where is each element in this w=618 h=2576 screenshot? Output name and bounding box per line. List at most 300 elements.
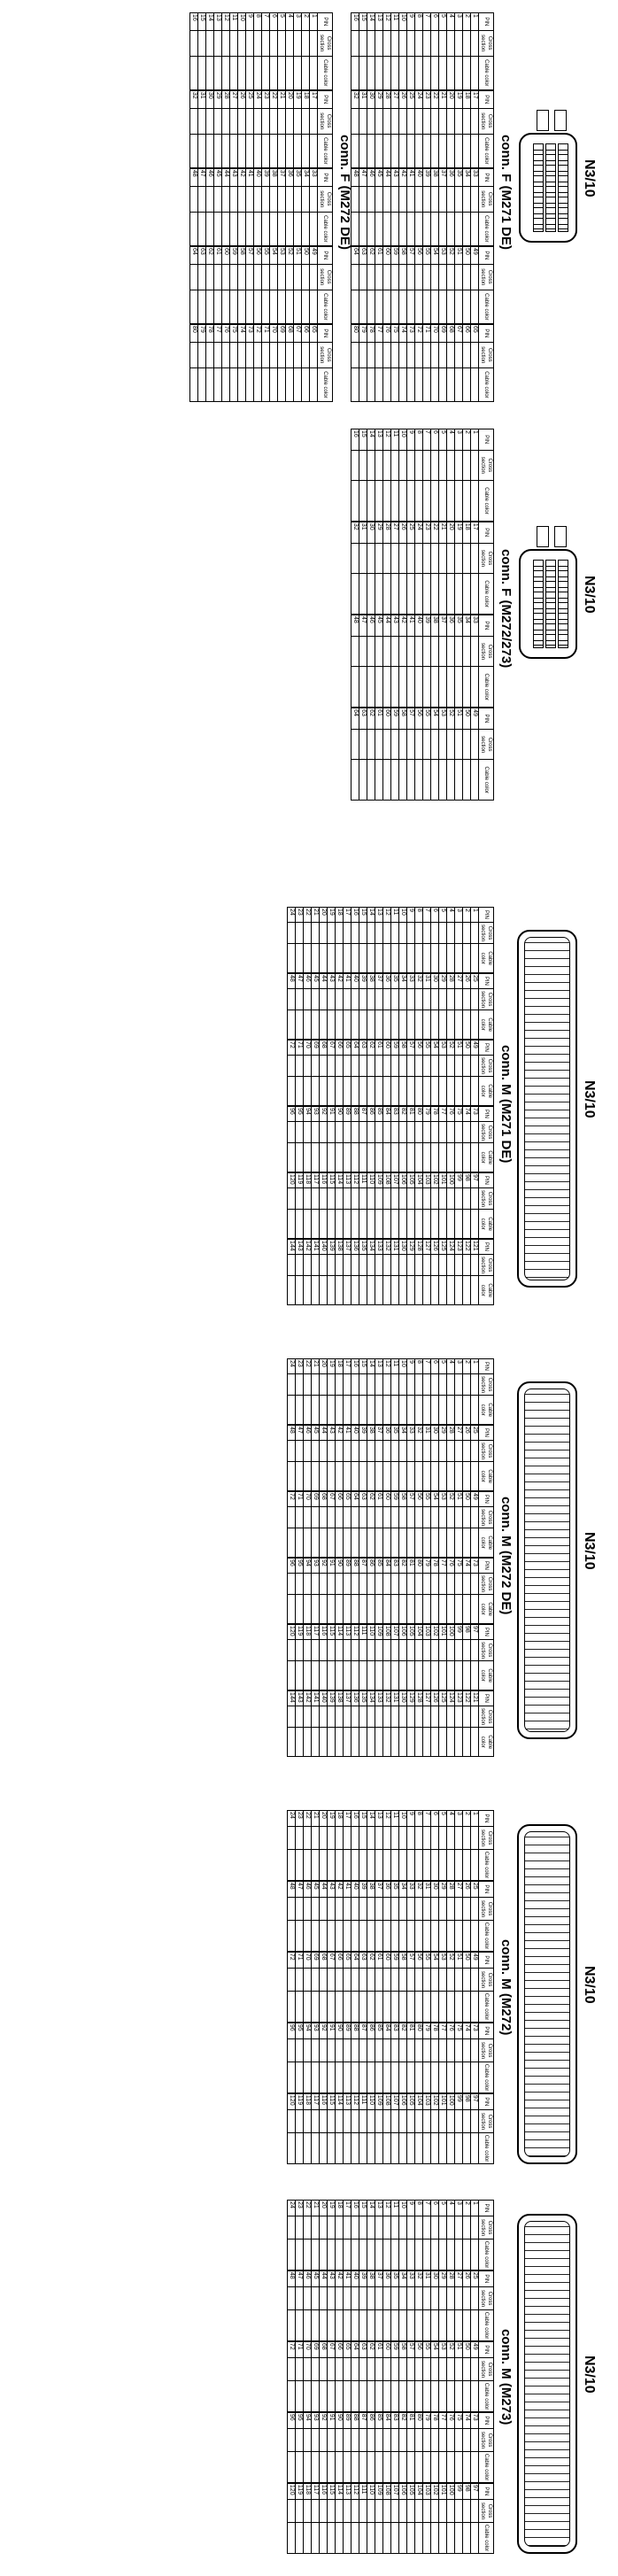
cable-color-cell: [320, 1143, 328, 1172]
cross-section-cell: [463, 1968, 471, 1991]
pin-cell: 47: [359, 168, 367, 186]
cable-color-cell: [471, 1077, 479, 1106]
cross-section-cell: [296, 1573, 304, 1595]
pin-cell: 98: [463, 1624, 471, 1639]
column-header-cross: Cross section: [318, 30, 333, 56]
cross-section-cell: [367, 342, 375, 367]
cross-section-cell: [206, 342, 214, 367]
pin-cell: 48: [288, 973, 296, 988]
pin-cell: 71: [423, 324, 431, 342]
pin-cell: 88: [351, 2023, 359, 2039]
cross-section-cell: [383, 1826, 391, 1849]
pin-cell: 132: [383, 1239, 391, 1254]
cable-color-cell: [351, 2062, 359, 2093]
pin-cell: 124: [447, 1239, 455, 1254]
cross-section-cell: [407, 2428, 415, 2451]
pin-cell: 103: [423, 1624, 431, 1639]
column-header-cross: Cross section: [479, 988, 494, 1010]
cross-section-cell: [455, 1055, 463, 1077]
cross-section-cell: [431, 1187, 439, 1210]
pin-cell: 14: [367, 1359, 375, 1374]
pin-table: [287, 1810, 494, 2164]
cross-section-cell: [455, 1121, 463, 1143]
cable-color-cell: [222, 212, 230, 246]
cable-color-cell: [471, 2381, 479, 2412]
cable-color-cell: [375, 1010, 383, 1040]
column-header-color: Cable color: [479, 1992, 494, 2023]
cross-section-cell: [423, 1706, 431, 1728]
cross-section-cell: [246, 186, 254, 212]
cable-color-cell: [463, 1992, 471, 2023]
pin-cell: 105: [407, 2093, 415, 2110]
cable-color-cell: [455, 1921, 463, 1952]
pin-cell: 90: [336, 2412, 344, 2429]
pin-cell: 71: [296, 2341, 304, 2358]
pin-cell: 82: [399, 1106, 407, 1121]
pin-cell: 22: [431, 522, 439, 543]
pin-cell: 80: [351, 324, 359, 342]
cross-section-cell: [383, 2499, 391, 2522]
cable-color-cell: [423, 2452, 431, 2483]
pin-cell: 38: [367, 1881, 375, 1898]
cable-color-cell: [463, 1210, 471, 1239]
cross-section-cell: [351, 1440, 359, 1462]
cross-section-cell: [431, 2216, 439, 2239]
cross-section-cell: [206, 30, 214, 56]
cable-color-cell: [296, 944, 304, 973]
column-header-pin: PIN: [479, 324, 494, 342]
pin-cell: 77: [214, 324, 222, 342]
cable-color-cell: [439, 760, 447, 801]
cross-section-cell: [367, 1706, 375, 1728]
cross-section-cell: [375, 1506, 383, 1528]
cable-color-cell: [296, 1010, 304, 1040]
cross-section-cell: [359, 1121, 367, 1143]
cable-color-cell: [423, 134, 431, 168]
cross-section-cell: [463, 1706, 471, 1728]
cable-color-cell: [383, 2133, 391, 2164]
cross-section-cell: [383, 1506, 391, 1528]
cross-section-cell: [351, 543, 359, 574]
cross-section-cell: [383, 1254, 391, 1276]
table-row: [328, 908, 336, 1305]
pin-cell: 80: [190, 324, 198, 342]
table-row: [399, 1811, 407, 2164]
cable-color-cell: [463, 944, 471, 973]
column-header-color: Cable color: [479, 367, 494, 401]
column-header-pin: PIN: [479, 908, 494, 923]
cable-color-cell: [439, 1850, 447, 1881]
pin-cell: 9: [407, 1811, 415, 1827]
cross-section-cell: [312, 1706, 320, 1728]
cross-section-cell: [447, 2357, 455, 2380]
cable-color-cell: [320, 2381, 328, 2412]
pin-cell: 53: [439, 2341, 447, 2358]
cross-section-cell: [471, 729, 479, 760]
pin-cell: 59: [391, 246, 399, 264]
cross-section-cell: [320, 1506, 328, 1528]
cross-section-cell: [439, 1187, 447, 1210]
pin-cell: 94: [304, 1106, 312, 1121]
pin-cell: 63: [359, 1491, 367, 1506]
cable-color-cell: [415, 1528, 423, 1558]
pin-cell: 54: [431, 246, 439, 264]
table-row: [359, 908, 367, 1305]
column-header-pin: PIN: [479, 1624, 494, 1639]
cross-section-cell: [190, 108, 198, 134]
cross-section-cell: [431, 264, 439, 290]
cable-color-cell: [344, 1661, 351, 1690]
cable-color-cell: [399, 1528, 407, 1558]
cross-section-cell: [351, 2216, 359, 2239]
pin-cell: 114: [336, 1624, 344, 1639]
cable-color-cell: [407, 1921, 415, 1952]
cable-color-cell: [312, 1728, 320, 1757]
connector-title: conn. F (M272 DE): [337, 135, 352, 251]
pin-cell: 110: [367, 2093, 375, 2110]
pin-cell: 110: [367, 2483, 375, 2500]
cross-section-cell: [471, 2038, 479, 2062]
pin-cell: 21: [439, 90, 447, 108]
cross-section-cell: [254, 342, 262, 367]
column-header-cross: Cross section: [479, 1897, 494, 1920]
pin-cell: 95: [296, 2412, 304, 2429]
pin-cell: 127: [423, 1690, 431, 1706]
cross-section-cell: [383, 186, 391, 212]
cable-color-cell: [391, 2452, 399, 2483]
cable-color-cell: [391, 1661, 399, 1690]
pin-cell: 47: [296, 1881, 304, 1898]
table-row: [391, 1359, 399, 1757]
pin-cell: 49: [471, 708, 479, 729]
cable-color-cell: [304, 2523, 312, 2554]
pin-cell: 73: [471, 1558, 479, 1573]
cable-color-cell: [463, 1396, 471, 1425]
pin-cell: 33: [407, 973, 415, 988]
cross-section-cell: [471, 1121, 479, 1143]
cable-color-cell: [423, 1992, 431, 2023]
cross-section-cell: [407, 1968, 415, 1991]
cable-color-cell: [328, 1528, 336, 1558]
pin-cell: 36: [383, 973, 391, 988]
pin-cell: 112: [351, 2483, 359, 2500]
table-row: [455, 2201, 463, 2554]
cross-section-cell: [336, 1121, 344, 1143]
pin-cell: 42: [336, 1425, 344, 1440]
cross-section-cell: [304, 2428, 312, 2451]
cable-color-cell: [296, 2523, 304, 2554]
pin-cell: 75: [455, 1106, 463, 1121]
pin-cell: 55: [423, 1040, 431, 1055]
cross-section-cell: [407, 1573, 415, 1595]
cross-section-cell: [415, 988, 423, 1010]
pin-cell: 57: [246, 246, 254, 264]
cable-color-cell: [423, 1010, 431, 1040]
cable-color-cell: [320, 1595, 328, 1624]
cable-color-cell: [455, 2452, 463, 2483]
cross-section-cell: [447, 1254, 455, 1276]
pin-cell: 28: [383, 90, 391, 108]
cross-section-cell: [222, 108, 230, 134]
pin-cell: 8: [415, 13, 423, 31]
pin-cell: 52: [447, 1952, 455, 1969]
cable-color-cell: [439, 2381, 447, 2412]
pin-cell: 14: [367, 908, 375, 923]
pin-cell: 41: [407, 615, 415, 636]
cable-color-cell: [254, 134, 262, 168]
cross-section-cell: [447, 1573, 455, 1595]
cable-color-cell: [214, 56, 222, 90]
cable-color-cell: [439, 944, 447, 973]
cross-section-cell: [222, 264, 230, 290]
pin-cell: 73: [471, 1106, 479, 1121]
component-title: N3/10: [582, 576, 597, 614]
pin-cell: 58: [399, 1040, 407, 1055]
table-row: [383, 429, 391, 801]
pin-cell: 128: [415, 1239, 423, 1254]
cross-section-cell: [455, 1706, 463, 1728]
pin-cell: 7: [423, 1811, 431, 1827]
cable-color-cell: [262, 134, 270, 168]
cross-section-cell: [439, 636, 447, 667]
cross-section-cell: [351, 1254, 359, 1276]
cable-color-cell: [471, 134, 479, 168]
cross-section-cell: [415, 450, 423, 481]
cross-section-cell: [310, 30, 318, 56]
pin-cell: 85: [375, 2412, 383, 2429]
pin-cell: 1: [310, 13, 318, 31]
pin-cell: 6: [431, 13, 439, 31]
cable-color-cell: [439, 1462, 447, 1491]
pin-cell: 78: [431, 1106, 439, 1121]
cable-color-cell: [447, 212, 455, 246]
cable-color-cell: [391, 134, 399, 168]
cross-section-cell: [399, 1639, 407, 1661]
pin-cell: 61: [375, 2341, 383, 2358]
pin-cell: 25: [407, 90, 415, 108]
cable-color-cell: [359, 1077, 367, 1106]
cable-color-cell: [359, 1921, 367, 1952]
pin-cell: 35: [391, 1425, 399, 1440]
cable-color-cell: [344, 1210, 351, 1239]
table-row: [407, 13, 415, 402]
column-header-pin: PIN: [479, 2201, 494, 2216]
cross-section-cell: [415, 186, 423, 212]
cross-section-cell: [407, 1826, 415, 1849]
pin-cell: 8: [415, 1811, 423, 1827]
cable-color-cell: [399, 134, 407, 168]
cross-section-cell: [407, 30, 415, 56]
pin-cell: 25: [471, 973, 479, 988]
cable-color-cell: [328, 1396, 336, 1425]
cross-section-cell: [351, 1121, 359, 1143]
cable-color-cell: [288, 1143, 296, 1172]
cable-color-cell: [367, 2523, 375, 2554]
pin-cell: 33: [407, 2270, 415, 2287]
cross-section-cell: [296, 2357, 304, 2380]
cable-color-cell: [423, 481, 431, 522]
cable-color-cell: [336, 944, 344, 973]
cable-color-cell: [351, 1661, 359, 1690]
pin-cell: 88: [351, 1106, 359, 1121]
pin-cell: 100: [447, 1624, 455, 1639]
cable-color-cell: [296, 1728, 304, 1757]
cross-section-cell: [439, 1639, 447, 1661]
pin-cell: 46: [304, 1425, 312, 1440]
cable-color-cell: [336, 2381, 344, 2412]
pin-cell: 57: [407, 708, 415, 729]
pin-cell: 51: [455, 2341, 463, 2358]
cross-section-cell: [455, 1373, 463, 1396]
column-header-cross: Cross section: [479, 1573, 494, 1595]
cable-color-cell: [431, 290, 439, 324]
cable-color-cell: [455, 2133, 463, 2164]
cable-color-cell: [367, 212, 375, 246]
cable-color-cell: [431, 1728, 439, 1757]
cable-color-cell: [351, 1143, 359, 1172]
table-row: [296, 2201, 304, 2554]
cross-section-cell: [463, 186, 471, 212]
pin-cell: 35: [391, 2270, 399, 2287]
cable-color-cell: [431, 1077, 439, 1106]
table-row: [359, 1359, 367, 1757]
cross-section-cell: [391, 2109, 399, 2132]
pin-cell: 3: [455, 908, 463, 923]
pin-cell: 78: [431, 1558, 439, 1573]
pin-cell: 4: [447, 1811, 455, 1827]
cable-color-cell: [262, 212, 270, 246]
pin-cell: 51: [455, 1491, 463, 1506]
pin-cell: 70: [431, 324, 439, 342]
table-row: [383, 13, 391, 402]
cable-color-cell: [238, 290, 246, 324]
cable-color-cell: [407, 574, 415, 615]
cross-section-cell: [320, 2216, 328, 2239]
table-row: [407, 1811, 415, 2164]
cable-color-cell: [246, 212, 254, 246]
column-header-pin: PIN: [479, 1172, 494, 1187]
table-row: [447, 429, 455, 801]
pin-cell: 64: [190, 246, 198, 264]
cable-color-cell: [230, 367, 238, 401]
cable-color-cell: [471, 1595, 479, 1624]
pin-cell: 32: [415, 1425, 423, 1440]
cable-color-cell: [296, 1528, 304, 1558]
pin-cell: 57: [407, 1040, 415, 1055]
table-row: [294, 13, 302, 402]
cross-section-cell: [288, 2357, 296, 2380]
cable-color-cell: [471, 1010, 479, 1040]
cross-section-cell: [312, 1826, 320, 1849]
cross-section-cell: [359, 1187, 367, 1210]
column-header-color: Cable color: [479, 2133, 494, 2164]
table-row: [288, 2201, 296, 2554]
cross-section-cell: [407, 2216, 415, 2239]
pin-cell: 108: [383, 1172, 391, 1187]
pin-cell: 79: [423, 1106, 431, 1121]
cross-section-cell: [463, 342, 471, 367]
cross-section-cell: [214, 342, 222, 367]
cross-section-cell: [359, 2216, 367, 2239]
pin-cell: 53: [439, 1952, 447, 1969]
cable-color-cell: [391, 1728, 399, 1757]
pin-cell: 26: [463, 1425, 471, 1440]
cable-color-cell: [286, 367, 294, 401]
cross-section-cell: [423, 1639, 431, 1661]
pin-cell: 27: [455, 1881, 463, 1898]
pin-cell: 83: [391, 1106, 399, 1121]
cable-color-cell: [304, 1143, 312, 1172]
cross-section-cell: [383, 636, 391, 667]
table-row: [463, 13, 471, 402]
cable-color-cell: [455, 1850, 463, 1881]
cross-section-cell: [383, 2428, 391, 2451]
pin-cell: 53: [439, 1491, 447, 1506]
cable-color-cell: [288, 1210, 296, 1239]
pin-cell: 8: [415, 429, 423, 451]
cross-section-cell: [383, 1639, 391, 1661]
cable-color-cell: [431, 212, 439, 246]
cable-color-cell: [431, 1143, 439, 1172]
cable-color-cell: [375, 481, 383, 522]
pin-cell: 61: [375, 246, 383, 264]
cross-section-cell: [367, 264, 375, 290]
column-header-color: Cable color: [479, 574, 494, 615]
pin-cell: 112: [351, 1624, 359, 1639]
pin-cell: 17: [310, 90, 318, 108]
table-row: [383, 2201, 391, 2554]
column-header-cross: Cross section: [479, 342, 494, 367]
cable-color-cell: [447, 2452, 455, 2483]
cable-color-cell: [399, 2062, 407, 2093]
cable-color-cell: [383, 2523, 391, 2554]
cable-color-cell: [328, 1462, 336, 1491]
cable-color-cell: [328, 1921, 336, 1952]
pin-cell: 9: [407, 2201, 415, 2216]
pin-cell: 26: [399, 522, 407, 543]
pin-cell: 54: [270, 246, 278, 264]
cable-color-cell: [383, 2381, 391, 2412]
cable-color-cell: [246, 134, 254, 168]
cross-section-cell: [439, 543, 447, 574]
pin-cell: 25: [246, 90, 254, 108]
pin-cell: 76: [383, 324, 391, 342]
cross-section-cell: [375, 922, 383, 944]
pin-cell: 45: [375, 615, 383, 636]
cable-color-cell: [344, 2452, 351, 2483]
pin-cell: 136: [351, 1239, 359, 1254]
table-row: [423, 13, 431, 402]
cable-color-cell: [230, 134, 238, 168]
cable-color-cell: [286, 134, 294, 168]
pin-table: [287, 1358, 494, 1757]
pin-cell: 6: [431, 1811, 439, 1827]
cable-color-cell: [312, 1921, 320, 1952]
cable-color-cell: [320, 2062, 328, 2093]
pin-cell: 25: [407, 522, 415, 543]
cable-color-cell: [399, 574, 407, 615]
pin-cell: 133: [375, 1239, 383, 1254]
cable-color-cell: [359, 1143, 367, 1172]
cable-color-cell: [328, 1661, 336, 1690]
cross-section-cell: [302, 342, 310, 367]
cross-section-cell: [351, 2038, 359, 2062]
cable-color-cell: [206, 56, 214, 90]
pin-cell: 52: [286, 246, 294, 264]
cross-section-cell: [407, 2109, 415, 2132]
cable-color-cell: [415, 367, 423, 401]
pin-cell: 15: [359, 13, 367, 31]
